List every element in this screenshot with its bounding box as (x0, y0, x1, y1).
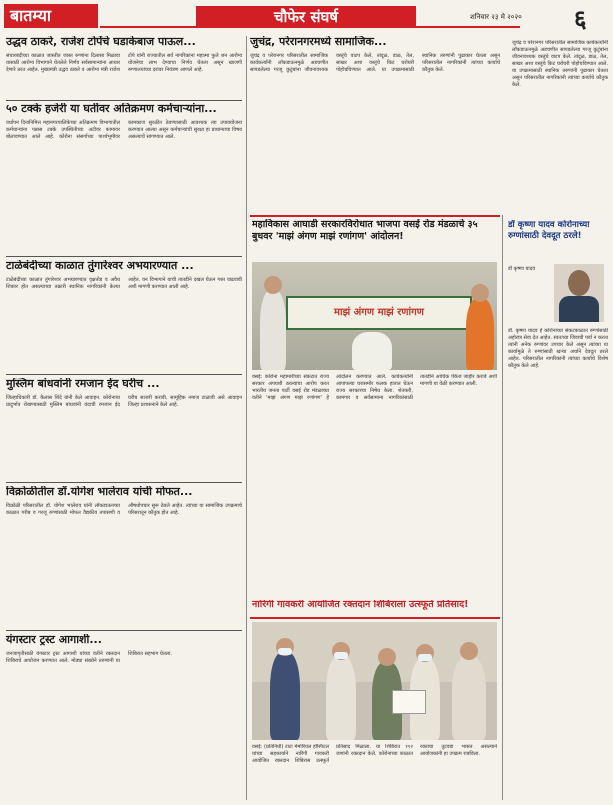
article-uddhav-thackeray (6, 36, 242, 96)
column-divider (502, 215, 503, 800)
article-blood-donation-headline (252, 600, 500, 616)
article-body: जुचंद्र व परेरानगर परिसरातील सामाजिक कार्यकर्त्यांनी लॉकडाऊनमुळे अडचणीत सापडलेल्या गरजू कुटुंबांना जीवनावश्यक वस्तूंचे वाटप केले. तांदूळ, डाळ, तेल, साखर अशा वस्तूंचे किट घरोघरी पोहोचविण्यात आले. या उपक्रमासाठी स्थानिक तरुणांनी पुढाकार घेतला असून परिसरातील नागरिकांनी त्यांच्या कार्याचे कौतुक केले. (250, 52, 500, 73)
article-dr-yogesh-bhalerao (6, 486, 242, 626)
article-body-continued: जुचंद्र व परेरानगर परिसरातील सामाजिक कार्यकर्त्यांनी लॉकडाऊनमुळे अडचणीत सापडलेल्या गरजू कुटुंबांना जीवनावश्यक वस्तूंचे वाटप केले. तांदूळ, डाळ, तेल, साखर अशा वस्तूंचे किट घरोघरी पोहोचविण्यात आले. या उपक्रमासाठी स्थानिक तरुणांनी पुढाकार घेतला असून परिसरातील नागरिकांनी त्यांच्या कार्याचे कौतुक केले. (512, 40, 608, 88)
divider (250, 215, 500, 217)
protester-head (471, 284, 489, 302)
divider (6, 100, 242, 101)
article-body: वर्धापन दिनानिमित्त महानगरपालिकेच्या अतिक्रमण विभागातील कर्मचाऱ्यांना पन्नास टक्के उपस्थितीच्या अटीवर कामावर बोलावण्यात आले आहे. कोरोना संसर्गाच्या पार्श्वभूमीवर कामकाज सुरळीत ठेवण्यासाठी आवश्यक त्या उपाययोजना करण्यात आल्या असून कर्मचाऱ्यांची सुरक्षा हा प्राधान्याचा विषय असल्याचे सांगण्यात आले. (6, 119, 242, 140)
article-bjp-protest-headline (252, 219, 500, 255)
banner-text: माझं अंगण माझं रणांगण (334, 307, 424, 318)
protester (466, 298, 494, 370)
article-youngstar-trust (6, 634, 242, 800)
page-number: ६ (574, 5, 587, 33)
face-mask (418, 654, 432, 661)
blood-donation-photo (252, 622, 497, 740)
headline: ५० टक्के हजेरी या घर्तीवर अतिक्रमण कर्मचाऱ्यांना... (6, 103, 217, 115)
headline: उद्धव ठाकरे, राजेश टोपेंचे घडाकेबाज पाऊल... (6, 36, 196, 48)
article-body: जनजागृतीसाठी यंगस्टार ट्रस्ट आगाशी यांच्या वतीने रक्तदान शिबिराचे आयोजन करण्यात आले. मोठ्या संख्येने तरुणांनी या शिबिरात सहभाग घेतला. (6, 650, 172, 664)
portrait-photo (554, 264, 604, 322)
attendee-head (378, 648, 396, 666)
attendee (452, 656, 486, 740)
attendee (326, 656, 356, 740)
headline: टाळेबंदीच्या काळात तुंगारेश्वर अभयारण्यात ... (6, 260, 194, 272)
protest-banner (286, 296, 472, 330)
section-label: बातम्या (4, 4, 98, 28)
protest-photo (252, 262, 497, 370)
portrait-caption: डॉ कृष्णा यादव (508, 266, 536, 272)
protester (352, 332, 392, 370)
headline: मुस्लिम बांधवांनी रमजान ईद घरीच ... (6, 378, 160, 390)
article-body: जिल्हाधिकारी डॉ. कैलास शिंदे यांनी केले आवाहन. कोरोनाचा प्रादुर्भाव रोखण्यासाठी मुस्लिम बांधवांनी यंदाची रमजान ईद घरीच साजरी करावी, सामूहिक नमाज टाळावी असे आवाहन जिल्हा प्रशासनाने केले आहे. (6, 394, 242, 408)
divider (250, 617, 500, 619)
face-mask (334, 652, 348, 659)
attendee-head (460, 642, 478, 660)
headline: डॉ कृष्णा यादव कोरोनाच्या रुग्णांसाठी देवदूत ठरले! (508, 220, 590, 241)
divider (6, 374, 242, 375)
article-body: संचारबंदीच्या काळात जास्तीत जास्त रुग्णांना दिलासा मिळावा यासाठी आरोग्य विभागाने घेतलेले निर्णय सर्वसामान्यांना आधार देणारे ठरत आहेत. मुख्यमंत्री उद्धव ठाकरे व आरोग्य मंत्री राजेश टोपे यांनी राज्यातील सर्व नागरिकांना महात्मा फुले जन आरोग्य योजनेचा लाभ देण्याचा निर्णय घेतला असून खाजगी रुग्णालयांच्या दरांवर नियंत्रण आणले आहे. (6, 52, 242, 73)
article-encroachment-staff (6, 103, 242, 253)
article-body: टाळेबंदीच्या काळात तुंगारेश्वर अभयारण्यात वृक्षतोड व अवैध शिकार होत असल्याच्या तक्रारी स्थानिक नागरिकांनी केल्या आहेत. वन विभागाने याची तातडीने दखल घेऊन गस्त वाढवावी अशी मागणी करण्यात आली आहे. (6, 276, 242, 290)
masthead (0, 0, 613, 34)
face-mask (278, 648, 292, 655)
divider (6, 630, 242, 631)
article-ramzan-eid (6, 378, 242, 478)
protester-head (264, 276, 282, 294)
blood-donation-body: वसई: (प्रतिनिधी) टाटा मेमोरियल हॉस्पिटल यांच्या सहकार्याने नारिंगी गावकरी आयोजित रक्तदान शिबिरास उत्स्फूर्त प्रतिसाद मिळाला. या शिबिरात ११२ जणांनी रक्तदान केले. कोरोनाच्या काळात रक्ताचा तुटवडा भासत असल्याने आयोजकांनी हा उपक्रम राबविला. (252, 744, 497, 764)
headline: जुचंद्र, परेरानगरमध्ये सामाजिक... (250, 36, 387, 48)
certificate (392, 690, 426, 714)
column-divider (246, 36, 247, 800)
article-body: विक्रोळी परिसरातील डॉ. योगेश भालेराव यांनी लॉकडाऊनच्या काळात गरीब व गरजू रुग्णांसाठी मोफत वैद्यकीय तपासणी व औषधोपचार सुरू ठेवले आहेत. त्यांच्या या सामाजिक उपक्रमाचे परिसरातून कौतुक होत आहे. (6, 502, 242, 516)
headline: विक्रोळीतील डॉ.योगेश भालेराव यांची मोफत... (6, 486, 193, 498)
protester (260, 290, 286, 370)
divider (6, 482, 242, 483)
headline: यंगस्टार ट्रस्ट आगाशी... (6, 634, 102, 646)
portrait-suit (559, 296, 599, 322)
headline: नारिंगी गावकरी आयोजित रक्तदान शिबिराला उत्स्फूर्त प्रतिसाद! (252, 600, 469, 610)
article-dr-krishna-yadav-headline (508, 220, 608, 256)
article-tungareshwar (6, 260, 242, 370)
bjp-protest-body: वसई: कोरोना महामारीच्या संकटात राज्य सरकार अपयशी ठरल्याचा आरोप करत भारतीय जनता पार्टी वसई रोड मंडळाच्या वतीने 'माझं अंगण माझं रणांगण' हे आंदोलन करण्यात आले. कार्यकर्त्यांनी आपापल्या घरासमोर फलक हातात घेऊन राज्य सरकारचा निषेध केला. शेतकरी, कामगार व सर्वसामान्य नागरिकांसाठी तातडीने आर्थिक पॅकेज जाहीर करावे अशी मागणी या वेळी करण्यात आली. (252, 374, 497, 401)
attendee (270, 652, 300, 740)
dr-krishna-yadav-body: डॉ. कृष्णा यादव हे कोरोनाच्या संकटकाळात रुग्णांसाठी अहोरात्र सेवा देत आहेत. स्वतःच्या जिवाची पर्वा न करता त्यांनी अनेक रुग्णांवर उपचार केले असून त्यांच्या या कार्यामुळे ते रुग्णांसाठी खऱ्या अर्थाने देवदूत ठरले आहेत. परिसरातील नागरिकांनी त्यांच्या कार्याचे विशेष कौतुक केले आहे. (508, 328, 608, 369)
newspaper-title: चौफेर संघर्ष (196, 6, 416, 28)
portrait-head (568, 270, 590, 296)
headline: महाविकास आघाडी सरकारविरोधात भाजपा वसई रोड मंडळाचे ३५ बुधवर 'माझं अंगण माझं रणांगण' आंदोलन! (252, 219, 478, 242)
issue-date: शनिवार २३ मे २०२० (470, 13, 522, 21)
divider (6, 256, 242, 257)
